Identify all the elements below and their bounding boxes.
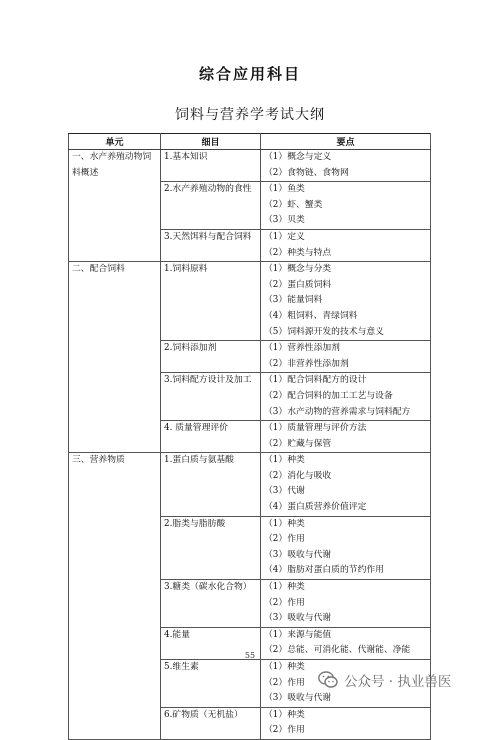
key-point: （1）概念与定义 — [264, 152, 332, 162]
key-point: （3）吸收与代谢 — [264, 549, 332, 560]
key-point: （2）贮藏与保管 — [264, 438, 332, 449]
wechat-icon — [318, 671, 338, 689]
page-number: 55 — [244, 651, 256, 660]
header-key-points: 要点 — [261, 134, 431, 150]
key-point: （4）脂肪对蛋白质的节约作用 — [264, 565, 384, 576]
unit-cell: 一、水产养殖动物饲料概述 — [69, 150, 161, 262]
watermark — [318, 669, 451, 691]
key-point: （1）种类 — [264, 582, 305, 593]
key-points-cell — [261, 150, 431, 182]
key-point: （1）种类 — [264, 518, 305, 529]
key-point: （1）质量管理与评价方法 — [264, 423, 367, 434]
unit-cell: 三、营养物质 — [69, 453, 161, 740]
key-point: （1）种类 — [264, 709, 305, 720]
unit-cell: 二、配合饲料 — [69, 262, 161, 453]
key-points-cell — [261, 262, 431, 341]
topic-cell: 1.基本知识 — [161, 150, 261, 182]
topic-cell: 3.天然饵料与配合饲料 — [161, 229, 261, 261]
key-point: （1）种类 — [264, 662, 305, 672]
key-point: （1）来源与能值 — [264, 629, 332, 640]
key-point: （2）虾、蟹类 — [264, 199, 323, 210]
key-point: （1）配合饲料配方的设计 — [264, 375, 367, 386]
key-point: （2）种类与特点 — [264, 247, 332, 258]
table-header-row — [69, 134, 431, 150]
key-point: （1）营养性添加剂 — [264, 343, 340, 354]
key-point: （5）饲料源开发的技术与意义 — [264, 326, 384, 337]
header-unit: 单元 — [69, 134, 161, 150]
topic-cell: 1.蛋白质与氨基酸 — [161, 453, 261, 516]
key-point: （4）蛋白质营养价值评定 — [264, 502, 367, 513]
topic-cell: 3.饲料配方设计及加工 — [161, 373, 261, 421]
key-point: （1）定义 — [264, 231, 305, 242]
key-point: （2）作用 — [264, 534, 305, 545]
key-point: （2）蛋白质饲料 — [264, 279, 332, 290]
key-point: （2）消化与吸收 — [264, 470, 332, 481]
page-title: 综合应用科目 — [198, 65, 301, 83]
key-point: （2）配合饲料的加工工艺与设备 — [264, 390, 393, 401]
topic-cell: 2.脂类与脂肪酸 — [161, 516, 261, 579]
key-points-cell — [261, 182, 431, 230]
topic-cell: 5.维生素 — [161, 660, 261, 708]
key-point: （3）吸收与代谢 — [264, 613, 332, 624]
key-point: （3）水产动物的营养需求与饲料配方 — [264, 406, 411, 417]
key-points-cell — [261, 516, 431, 579]
topic-cell: 2.饲料添加剂 — [161, 341, 261, 373]
key-point: （3）贝类 — [264, 215, 305, 226]
topic-cell: 4. 质量管理评价 — [161, 421, 261, 453]
table-row — [69, 150, 431, 182]
key-point: （2）非营养性添加剂 — [264, 358, 349, 369]
key-point: （2）总能、可消化能、代谢能、净能 — [264, 645, 411, 656]
key-point: （3）吸收与代谢 — [264, 693, 332, 704]
table-row — [69, 453, 431, 516]
key-points-cell — [261, 580, 431, 628]
watermark-text: 公众号 · 执业兽医 — [344, 674, 452, 690]
key-points-cell — [261, 453, 431, 516]
key-points-cell — [261, 707, 431, 739]
key-points-cell — [261, 229, 431, 261]
key-points-cell — [261, 373, 431, 421]
syllabus-table — [68, 133, 431, 740]
topic-cell: 6.矿物质（无机盐） — [161, 707, 261, 739]
key-points-cell — [261, 421, 431, 453]
table-row — [69, 262, 431, 341]
key-point: （1）概念与分类 — [264, 264, 332, 275]
key-point: （2）食物链、食物网 — [264, 167, 349, 178]
key-point: （1）鱼类 — [264, 184, 305, 195]
key-point: （4）粗饲料、青绿饲料 — [264, 310, 358, 321]
key-point: （2）作用 — [264, 597, 305, 608]
exam-syllabus-subtitle: 饲料与营养学考试大纲 — [175, 107, 325, 123]
key-point: （2）作用 — [264, 677, 305, 688]
key-point: （3）能量饲料 — [264, 295, 323, 306]
key-point: （2）作用 — [264, 725, 305, 736]
key-points-cell — [261, 341, 431, 373]
topic-cell: 3.糖类（碳水化合物） — [161, 580, 261, 628]
key-point: （1）种类 — [264, 455, 305, 466]
topic-cell: 1.饲料原料 — [161, 262, 261, 341]
topic-cell: 2.水产养殖动物的食性 — [161, 182, 261, 230]
key-point: （3）代谢 — [264, 486, 305, 497]
topic-cell: 4.能量 — [161, 627, 261, 659]
header-topic: 细目 — [161, 134, 261, 150]
